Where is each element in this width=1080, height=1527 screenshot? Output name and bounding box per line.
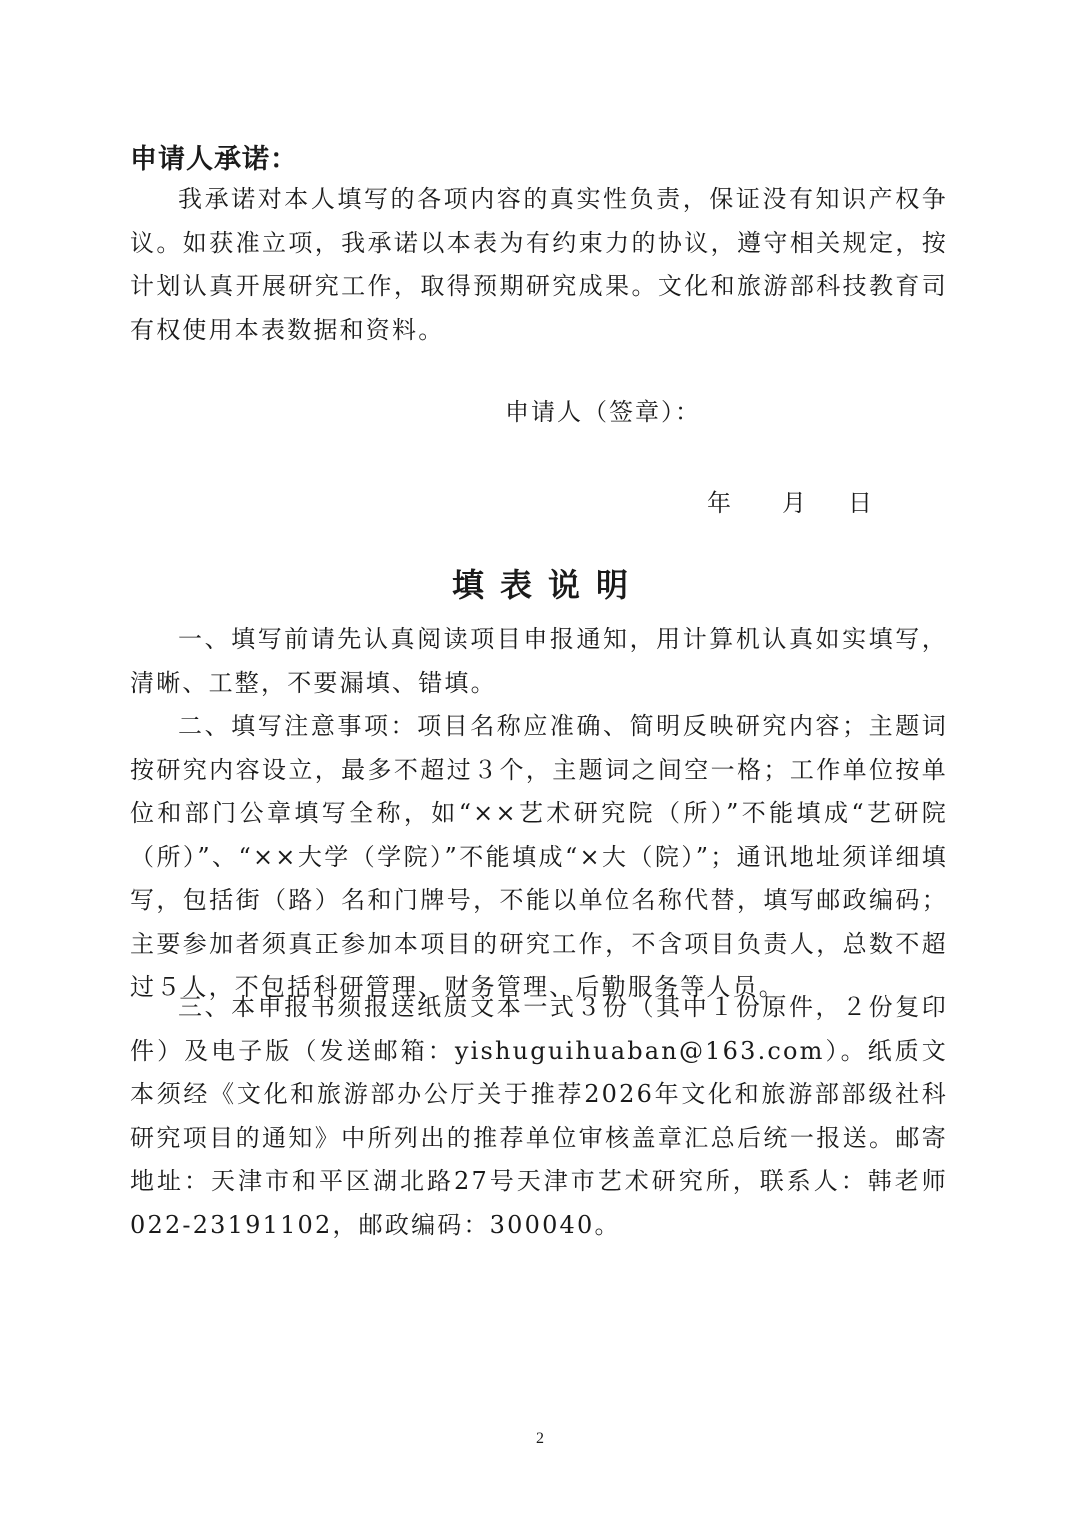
date-month: 月 (782, 489, 806, 517)
date-day: 日 (848, 489, 872, 517)
instruction-item-3: 三、本申报书须报送纸质文本一式３份（其中１份原件，２份复印件）及电子版（发送邮箱：yishuguihuaban@163.com）。纸质文本须经《文化和旅游部办公厅关于推荐2026年文化和旅游部部级社科研究项目的通知》中所列出的推荐单位审核盖章汇总后统一报送。邮寄地址：天津市和平区湖北路27号天津市艺术研究所，联系人：韩老师022-23191102，邮政编码：300040。 (130, 993, 948, 1239)
page-number: 2 (536, 1430, 544, 1447)
instruction-item-1: 一、填写前请先认真阅读项目申报通知，用计算机认真如实填写，清晰、工整，不要漏填、错填。 (130, 625, 948, 697)
pledge-paragraph: 我承诺对本人填写的各项内容的真实性负责，保证没有知识产权争议。如获准立项，我承诺以本表为有约束力的协议，遵守相关规定，按计划认真开展研究工作，取得预期研究成果。文化和旅游部科技教育司有权使用本表数据和资料。 (130, 185, 948, 344)
instruction-item-2: 二、填写注意事项：项目名称应准确、简明反映研究内容；主题词按研究内容设立，最多不超过３个，主题词之间空一格；工作单位按单位和部门公章填写全称，如“××艺术研究院（所）”不能填成“艺研院（所）”、“××大学（学院）”不能填成“×大（院）”；通讯地址须详细填写，包括街（路）名和门牌号，不能以单位名称代替，填写邮政编码；主要参加者须真正参加本项目的研究工作，不含项目负责人，总数不超过５人，不包括科研管理、财务管理、后勤服务等人员。 (130, 712, 948, 1001)
date-year: 年 (707, 489, 731, 517)
signature-label: 申请人（签章）： (505, 398, 701, 426)
instructions-title: 填表说明 (451, 566, 644, 604)
pledge-heading: 申请人承诺： (130, 144, 298, 175)
